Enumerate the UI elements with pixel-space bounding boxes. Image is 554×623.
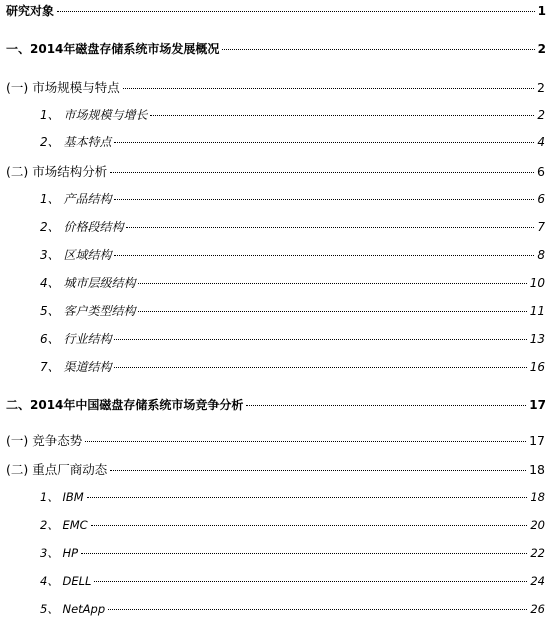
toc-entry[interactable] [40, 106, 545, 123]
dot-leader [114, 255, 534, 256]
dot-leader [114, 199, 534, 200]
toc-entry-page-number: 7 [537, 220, 545, 234]
dot-leader [110, 172, 534, 173]
toc-entry[interactable] [40, 274, 545, 291]
toc-entry-title: 5、 客户类型结构 [40, 304, 136, 318]
toc-entry[interactable] [6, 2, 546, 19]
toc-entry[interactable] [6, 40, 546, 57]
dot-leader [81, 553, 527, 554]
toc-entry-title: 4、 城市层级结构 [40, 276, 136, 290]
toc-entry-page-number: 2 [537, 80, 545, 95]
dot-leader [138, 311, 526, 312]
dot-leader [108, 609, 527, 610]
toc-entry-title: 3、 HP [40, 546, 79, 560]
toc-entry-page-number: 6 [537, 192, 545, 206]
toc-entry-title: (二) 市场结构分析 [6, 164, 108, 179]
dot-leader [222, 49, 534, 50]
toc-entry-title: (二) 重点厂商动态 [6, 462, 108, 477]
toc-entry-page-number: 11 [529, 304, 545, 318]
toc-entry[interactable] [40, 190, 545, 207]
toc-entry-page-number: 1 [537, 4, 546, 18]
toc-entry-title: (一) 竞争态势 [6, 433, 83, 448]
toc-entry[interactable] [6, 460, 545, 478]
dot-leader [91, 525, 528, 526]
dot-leader [57, 11, 535, 12]
toc-entry[interactable] [40, 358, 545, 375]
toc-entry[interactable] [40, 246, 545, 263]
toc-entry-page-number: 26 [530, 602, 545, 616]
dot-leader [114, 142, 534, 143]
toc-entry-title: 2、 基本特点 [40, 135, 112, 149]
dot-leader [150, 115, 534, 116]
toc-entry-title: 1、 市场规模与增长 [40, 108, 148, 122]
dot-leader [123, 88, 534, 89]
toc-entry-title: 1、 产品结构 [40, 192, 112, 206]
toc-entry-title: 研究对象 [6, 4, 55, 18]
toc-entry-page-number: 16 [529, 360, 545, 374]
toc-entry-page-number: 24 [530, 574, 545, 588]
toc-entry[interactable] [40, 517, 545, 533]
toc-entry[interactable] [40, 489, 545, 505]
toc-entry-page-number: 18 [530, 490, 545, 504]
toc-entry[interactable] [40, 133, 545, 150]
toc-entry-title: 3、 区域结构 [40, 248, 112, 262]
toc-entry[interactable] [6, 78, 545, 96]
dot-leader [114, 339, 526, 340]
toc-entry[interactable] [40, 330, 545, 347]
toc-entry-page-number: 17 [529, 398, 546, 412]
toc-entry-title: 5、 NetApp [40, 602, 106, 616]
toc-entry-page-number: 2 [537, 42, 546, 56]
toc-entry-page-number: 8 [537, 248, 545, 262]
toc-entry[interactable] [40, 302, 545, 319]
dot-leader [94, 581, 527, 582]
toc-entry[interactable] [40, 218, 545, 235]
dot-leader [126, 227, 534, 228]
toc-entry[interactable] [40, 601, 545, 617]
dot-leader [110, 470, 526, 471]
toc-entry-title: 7、 渠道结构 [40, 360, 112, 374]
toc-entry-title: 6、 行业结构 [40, 332, 112, 346]
toc-entry[interactable] [40, 573, 545, 589]
toc-entry-title: 2、 价格段结构 [40, 220, 124, 234]
toc-entry-page-number: 22 [530, 546, 545, 560]
toc-entry-title: 1、 IBM [40, 490, 84, 504]
toc-entry-page-number: 4 [537, 135, 545, 149]
dot-leader [138, 283, 526, 284]
dot-leader [114, 367, 526, 368]
toc-entry[interactable] [6, 162, 545, 180]
toc-entry-page-number: 10 [529, 276, 545, 290]
toc-entry-page-number: 17 [529, 433, 545, 448]
toc-entry-title: 一、2014年磁盘存储系统市场发展概况 [6, 42, 220, 56]
toc-entry-page-number: 13 [529, 332, 545, 346]
toc-entry-page-number: 2 [537, 108, 545, 122]
toc-entry[interactable] [6, 396, 546, 413]
dot-leader [85, 441, 526, 442]
toc-entry-page-number: 18 [529, 462, 545, 477]
toc-entry-title: 2、 EMC [40, 518, 88, 532]
dot-leader [87, 497, 528, 498]
toc-entry-title: (一) 市场规模与特点 [6, 80, 120, 95]
toc-entry-title: 4、 DELL [40, 574, 92, 588]
dot-leader [246, 405, 526, 406]
toc-entry-page-number: 20 [530, 518, 545, 532]
toc-entry[interactable] [40, 545, 545, 561]
toc-entry[interactable] [6, 431, 545, 449]
toc-entry-page-number: 6 [537, 164, 545, 179]
toc-entry-title: 二、2014年中国磁盘存储系统市场竞争分析 [6, 398, 244, 412]
